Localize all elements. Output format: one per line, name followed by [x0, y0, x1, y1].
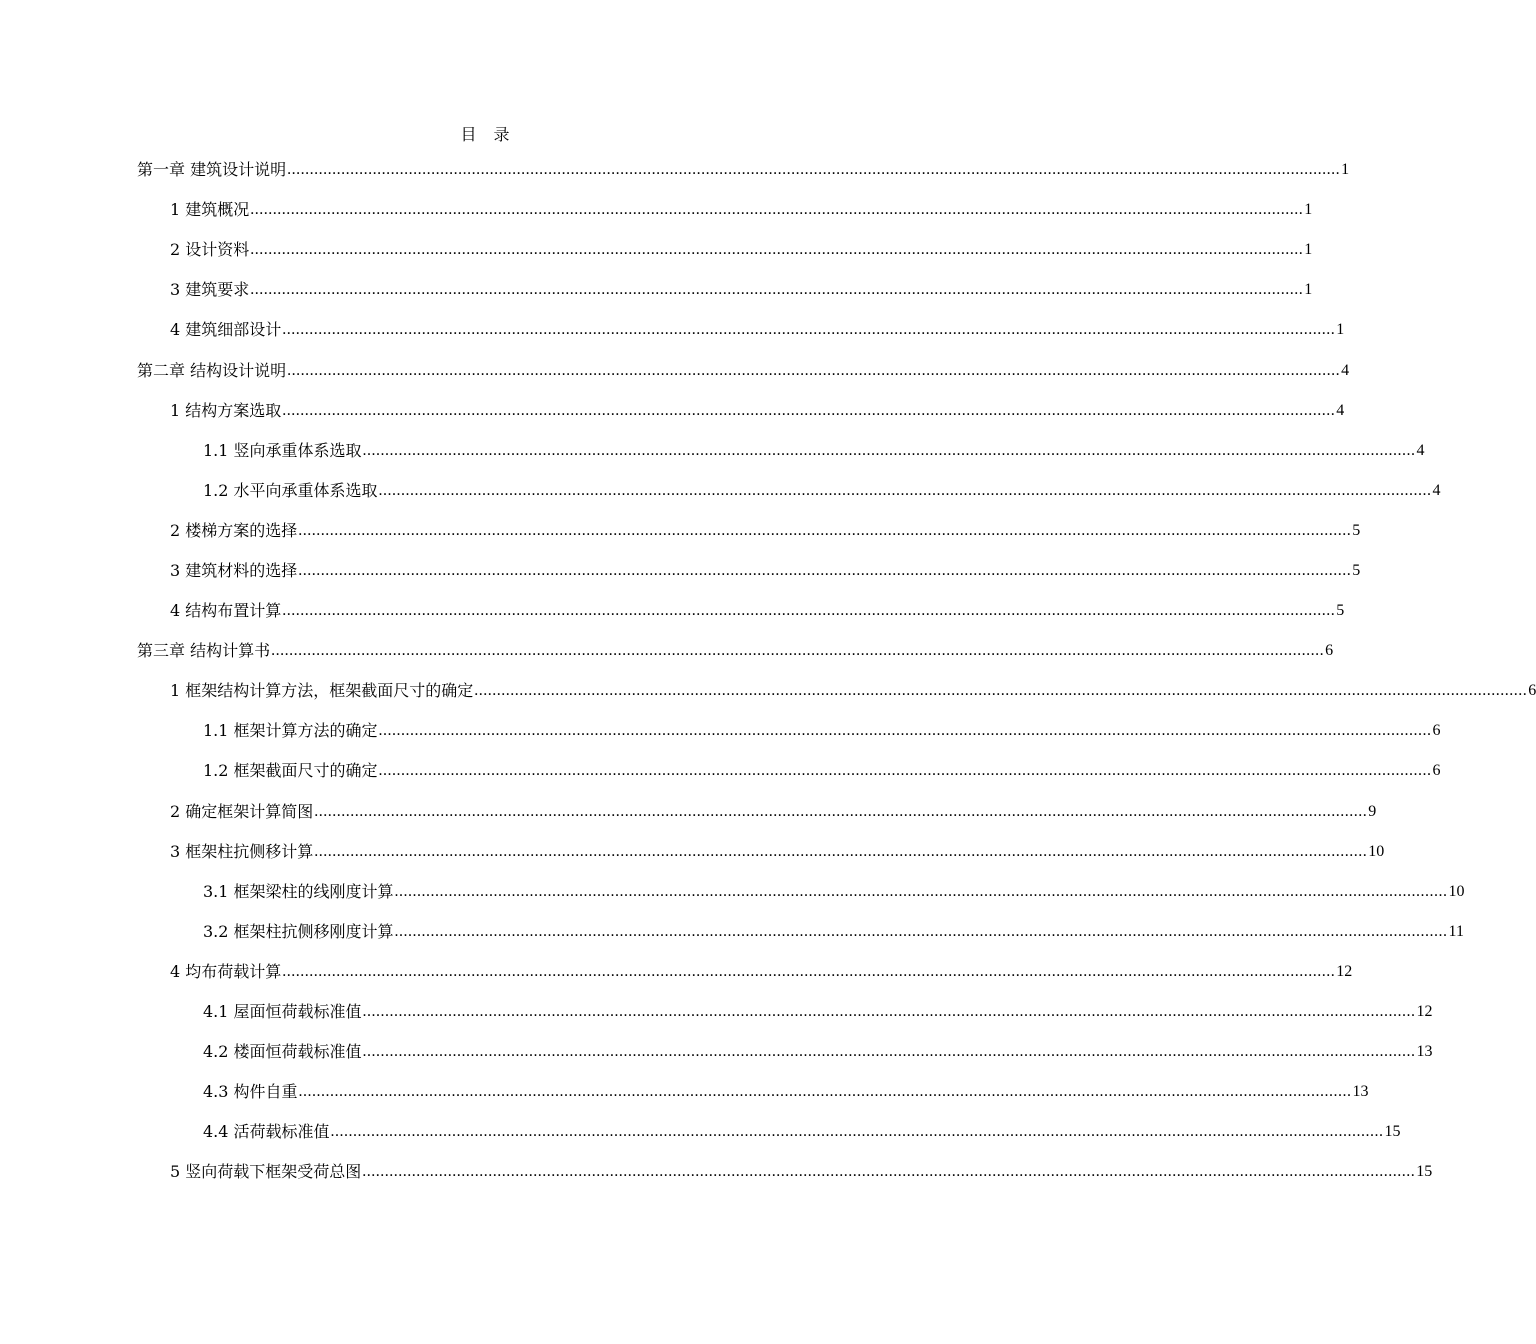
- dot-leader: ..........................................................................................................................................................................................................................................: [362, 1163, 1416, 1181]
- toc-entry[interactable]: [137, 832, 1385, 872]
- dot-leader: ..........................................................................................................................................................................................................................................: [250, 241, 1304, 259]
- toc-entry-title: 2 确定框架计算简图: [170, 801, 314, 821]
- toc-entry-title: 4.4 活荷载标准值: [203, 1122, 330, 1142]
- dot-leader: ..........................................................................................................................................................................................................................................: [298, 561, 1352, 579]
- toc-entry[interactable]: [137, 1072, 1369, 1112]
- toc-entry-title: 3 建筑要求: [170, 280, 250, 300]
- dot-leader: ..........................................................................................................................................................................................................................................: [330, 1123, 1384, 1141]
- dot-leader: ..........................................................................................................................................................................................................................................: [271, 642, 1325, 660]
- toc-entry[interactable]: [137, 912, 1464, 952]
- toc-page-number: 4: [1432, 481, 1441, 499]
- toc-entry[interactable]: [137, 1152, 1433, 1192]
- dot-leader: ..........................................................................................................................................................................................................................................: [287, 361, 1341, 379]
- dot-leader: ..........................................................................................................................................................................................................................................: [362, 441, 1416, 459]
- toc-page-number: 6: [1528, 682, 1536, 700]
- toc-entry-title: 第一章 建筑设计说明: [137, 160, 287, 180]
- toc-page-number: 10: [1368, 842, 1385, 860]
- toc-page-number: 5: [1352, 521, 1361, 539]
- toc-page-number: 12: [1336, 962, 1353, 980]
- toc-entry-title: 2 楼梯方案的选择: [170, 520, 298, 540]
- toc-entry-title: 3.1 框架梁柱的线刚度计算: [203, 881, 394, 901]
- dot-leader: ..........................................................................................................................................................................................................................................: [282, 602, 1336, 620]
- toc-entry[interactable]: [137, 150, 1350, 190]
- toc-page-number: 13: [1352, 1083, 1369, 1101]
- toc-entry-title: 4 结构布置计算: [170, 601, 282, 621]
- toc-page-number: 9: [1368, 802, 1377, 820]
- toc-entry[interactable]: [137, 551, 1361, 591]
- dot-leader: ..........................................................................................................................................................................................................................................: [314, 842, 1368, 860]
- dot-leader: ..........................................................................................................................................................................................................................................: [298, 521, 1352, 539]
- toc-page-number: 5: [1352, 561, 1361, 579]
- dot-leader: ..........................................................................................................................................................................................................................................: [282, 401, 1336, 419]
- toc-entry-title: 1 框架结构计算方法，框架截面尺寸的确定: [170, 681, 474, 701]
- toc-page-number: 4: [1336, 401, 1345, 419]
- toc-entry-title: 1 建筑概况: [170, 200, 250, 220]
- toc-page-number: 1: [1304, 241, 1313, 259]
- toc-page-number: 11: [1448, 922, 1464, 940]
- toc-entry[interactable]: [137, 631, 1334, 671]
- toc-entry-title: 1.1 框架计算方法的确定: [203, 721, 378, 741]
- toc-entry[interactable]: [137, 310, 1345, 350]
- toc-page-number: 5: [1336, 602, 1345, 620]
- toc-entry-title: 第三章 结构计算书: [137, 641, 271, 661]
- toc-entry[interactable]: [137, 270, 1313, 310]
- toc-entry-title: 4 均布荷载计算: [170, 961, 282, 981]
- toc-page-number: 15: [1384, 1123, 1401, 1141]
- toc-page-number: 1: [1341, 161, 1350, 179]
- toc-page-number: 13: [1416, 1043, 1433, 1061]
- toc-entry[interactable]: [137, 391, 1345, 431]
- toc-page-number: 6: [1432, 762, 1441, 780]
- toc-entry-title: 1.1 竖向承重体系选取: [203, 440, 362, 460]
- toc-page-number: 4: [1416, 441, 1425, 459]
- dot-leader: ..........................................................................................................................................................................................................................................: [362, 1003, 1416, 1021]
- toc-entry-title: 2 设计资料: [170, 240, 250, 260]
- toc-entry-title: 5 竖向荷载下框架受荷总图: [170, 1162, 362, 1182]
- dot-leader: ..........................................................................................................................................................................................................................................: [287, 161, 1341, 179]
- toc-entry[interactable]: [137, 711, 1441, 751]
- dot-leader: ..........................................................................................................................................................................................................................................: [298, 1083, 1352, 1101]
- toc-entry[interactable]: [137, 792, 1377, 832]
- toc-entry-title: 1.2 水平向承重体系选取: [203, 480, 378, 500]
- toc-entry-title: 3 框架柱抗侧移计算: [170, 841, 314, 861]
- toc-entry-title: 4.1 屋面恒荷载标准值: [203, 1002, 362, 1022]
- toc-entry[interactable]: [137, 1112, 1401, 1152]
- table-of-contents: [137, 150, 1536, 1192]
- toc-page-number: 15: [1416, 1163, 1433, 1181]
- toc-entry[interactable]: [137, 1032, 1433, 1072]
- toc-entry-title: 3 建筑材料的选择: [170, 560, 298, 580]
- toc-entry[interactable]: [137, 751, 1441, 791]
- toc-entry[interactable]: [137, 190, 1313, 230]
- toc-entry[interactable]: [137, 511, 1361, 551]
- toc-page-number: 1: [1304, 281, 1313, 299]
- toc-entry-title: 第二章 结构设计说明: [137, 360, 287, 380]
- toc-entry-title: 1.2 框架截面尺寸的确定: [203, 761, 378, 781]
- dot-leader: ..........................................................................................................................................................................................................................................: [282, 321, 1336, 339]
- toc-entry-title: 4 建筑细部设计: [170, 320, 282, 340]
- dot-leader: ..........................................................................................................................................................................................................................................: [250, 201, 1304, 219]
- dot-leader: ..........................................................................................................................................................................................................................................: [394, 882, 1448, 900]
- dot-leader: ..........................................................................................................................................................................................................................................: [394, 922, 1448, 940]
- toc-entry[interactable]: [137, 431, 1425, 471]
- toc-entry-title: 4.3 构件自重: [203, 1082, 298, 1102]
- dot-leader: ..........................................................................................................................................................................................................................................: [282, 962, 1336, 980]
- toc-page-number: 6: [1432, 722, 1441, 740]
- toc-entry[interactable]: [137, 471, 1441, 511]
- dot-leader: ..........................................................................................................................................................................................................................................: [474, 682, 1528, 700]
- toc-entry[interactable]: [137, 872, 1465, 912]
- dot-leader: ..........................................................................................................................................................................................................................................: [314, 802, 1368, 820]
- toc-title: 目 录: [460, 125, 516, 144]
- dot-leader: ..........................................................................................................................................................................................................................................: [378, 762, 1432, 780]
- toc-entry[interactable]: [137, 350, 1350, 390]
- toc-entry[interactable]: [137, 591, 1345, 631]
- dot-leader: ..........................................................................................................................................................................................................................................: [250, 281, 1304, 299]
- toc-entry[interactable]: [137, 992, 1433, 1032]
- toc-entry-title: 4.2 楼面恒荷载标准值: [203, 1042, 362, 1062]
- dot-leader: ..........................................................................................................................................................................................................................................: [362, 1043, 1416, 1061]
- toc-entry[interactable]: [137, 230, 1313, 270]
- toc-entry-title: 3.2 框架柱抗侧移刚度计算: [203, 921, 394, 941]
- dot-leader: ..........................................................................................................................................................................................................................................: [378, 481, 1432, 499]
- toc-page-number: 6: [1325, 642, 1334, 660]
- toc-entry-title: 1 结构方案选取: [170, 400, 282, 420]
- dot-leader: ..........................................................................................................................................................................................................................................: [378, 722, 1432, 740]
- toc-page-number: 1: [1304, 201, 1313, 219]
- toc-entry[interactable]: [137, 671, 1536, 711]
- toc-page-number: 1: [1336, 321, 1345, 339]
- toc-page-number: 10: [1448, 882, 1465, 900]
- toc-entry[interactable]: [137, 952, 1353, 992]
- toc-page-number: 12: [1416, 1003, 1433, 1021]
- toc-page-number: 4: [1341, 361, 1350, 379]
